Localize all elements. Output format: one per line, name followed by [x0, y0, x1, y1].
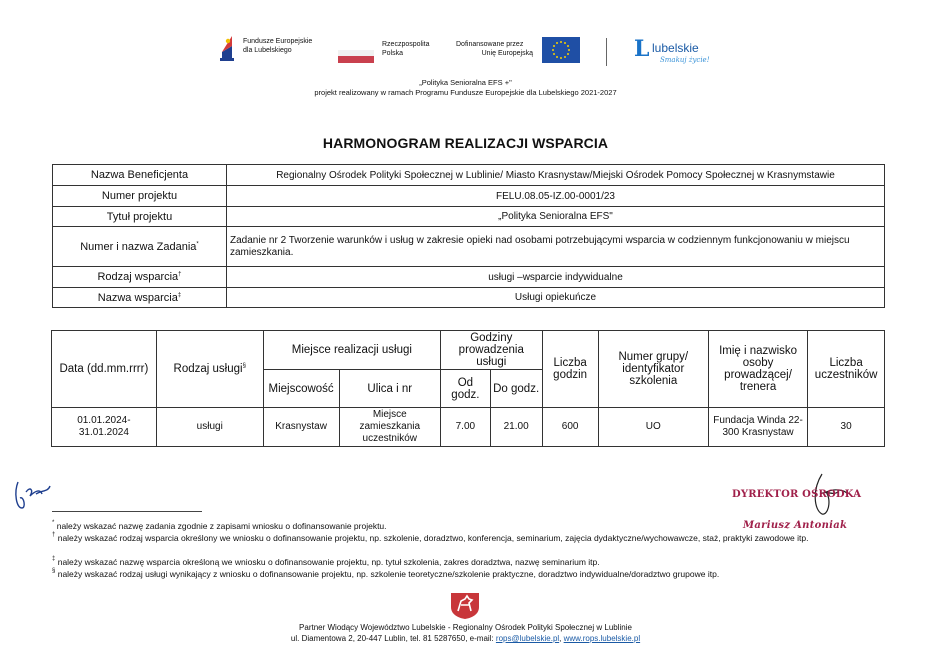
numer-projektu-label: Numer projektu — [53, 186, 227, 207]
row-od: 7.00 — [441, 408, 491, 447]
header-od: Od godz. — [441, 370, 491, 408]
lubelskie-tagline: Smakuj życie! — [660, 56, 710, 64]
zadanie-label: Numer i nazwa Zadania — [80, 240, 197, 253]
tytul-projektu-label: Tytuł projektu — [53, 207, 227, 227]
rodzaj-footnote-mark: † — [178, 271, 182, 278]
nazwa-wsparcia-value: Usługi opiekuńcze — [227, 288, 885, 308]
footnote-4-mark: § — [52, 568, 56, 574]
polish-flag-icon — [338, 50, 374, 63]
footnote-3-text: należy wskazać nazwę wsparcia określoną we wniosku o dofinansowanie projektu, np. tytuł szkolenia, zakres doradztwa, nazwę seminarium itp. — [57, 556, 600, 567]
footer-contact — [0, 634, 931, 643]
tytul-projektu-value: „Polityka Senioralna EFS" — [227, 207, 885, 227]
project-name: „Polityka Senioralna EFS +" — [419, 78, 512, 87]
zadanie-value: Zadanie nr 2 Tworzenie warunków i usług w zakresie opieki nad osobami potrzebującymi wsparcia w codziennym funkcjonowaniu w miejscu zamieszkania. — [227, 227, 885, 267]
rodzaj-wsparcia-value: usługi –wsparcie indywidualne — [227, 267, 885, 288]
footer-address: ul. Diamentowa 2, 20-447 Lublin, tel. 81 5287650, e-mail: — [290, 634, 496, 643]
rodzaj-uslugi-footnote-mark: § — [242, 363, 246, 370]
rodzaj-wsparcia-label: Rodzaj wsparcia — [97, 271, 179, 283]
footnote-4-text: należy wskazać rodzaj usługi wynikający z wniosku o dofinansowanie projektu, np. szkolenie teoretyczne/szkolenie praktyczne, doradztwo indywidualne/doradztwo grupowe itp. — [57, 568, 720, 579]
footnote-1-text: należy wskazać nazwę zadania zgodnie z zapisami wniosku o dofinansowanie projektu. — [56, 520, 387, 531]
row-rodzaj: usługi — [156, 408, 263, 447]
info-row-rodzaj — [53, 267, 885, 288]
beneficjent-value: Regionalny Ośrodek Polityki Społecznej w Lublinie/ Miasto Krasnystaw/Miejski Ośrodek Pomocy Społecznej w Krasnymstawie — [227, 165, 885, 186]
numer-projektu-value: FELU.08.05-IZ.00-0001/23 — [227, 186, 885, 207]
logo-divider — [606, 38, 607, 66]
project-program: projekt realizowany w ramach Programu Fundusze Europejskie dla Lubelskiego 2021-2027 — [314, 88, 617, 97]
footnote-2 — [52, 531, 872, 543]
header-liczba-godzin: Liczba godzin — [542, 331, 598, 408]
logo-lubelskie — [630, 34, 720, 68]
beneficjent-label: Nazwa Beneficjenta — [53, 165, 227, 186]
footer-separator: , — [559, 634, 564, 643]
logo-fundusze-europejskie — [216, 30, 326, 66]
footer-www-link[interactable]: www.rops.lubelskie.pl — [563, 634, 641, 643]
zadanie-footnote-mark: * — [196, 240, 199, 247]
header-miejsce: Miejsce realizacji usługi — [263, 331, 440, 370]
logo-unia-europejska — [456, 37, 584, 67]
rp-line-1: Rzeczpospolita — [382, 41, 430, 48]
nazwa-wsparcia-label-cell — [53, 288, 227, 308]
header-godziny: Godziny prowadzenia usługi — [441, 331, 543, 370]
ue-line-2: Unię Europejską — [481, 50, 533, 57]
fe-star-icon — [218, 32, 240, 62]
row-liczba-godzin: 600 — [542, 408, 598, 447]
logo-rzeczpospolita-polska — [338, 37, 438, 67]
row-data: 01.01.2024-31.01.2024 — [52, 408, 157, 447]
zadanie-label-cell — [53, 227, 227, 267]
footnote-3 — [52, 555, 872, 567]
header-miejscowosc: Miejscowość — [263, 370, 339, 408]
lubelskie-name: lubelskie — [652, 41, 699, 55]
stamp-name: Mariusz Antoniak — [743, 520, 848, 531]
rodzaj-wsparcia-label-cell — [53, 267, 227, 288]
document-title: HARMONOGRAM REALIZACJI WSPARCIA — [322, 135, 609, 151]
lubelskie-l-icon: L — [634, 36, 650, 62]
fe-line-1: Fundusze Europejskie — [243, 38, 313, 45]
schedule-header-row-1 — [52, 331, 885, 370]
footer-partner: Partner Wiodący Województwo Lubelskie - Regionalny Ośrodek Polityki Społecznej w Lublinie — [299, 623, 632, 632]
footnote-separator — [52, 511, 202, 512]
lubelskie-crest-icon — [449, 591, 481, 619]
info-row-numer — [53, 186, 885, 207]
schedule-table — [51, 330, 885, 447]
header-ulica: Ulica i nr — [339, 370, 441, 408]
info-row-beneficjent — [53, 165, 885, 186]
header-data: Data (dd.mm.rrrr) — [52, 331, 157, 408]
row-numer-grupy: UO — [598, 408, 708, 447]
footer-email-link[interactable]: rops@lubelskie.pl — [495, 634, 560, 643]
rp-line-2: Polska — [382, 50, 404, 57]
header-numer-grupy: Numer grupy/ identyfikator szkolenia — [598, 331, 708, 408]
footnote-3-mark: ‡ — [52, 556, 56, 562]
footnote-2-mark: † — [52, 532, 56, 538]
project-info-table — [52, 164, 885, 308]
row-liczba-uczestnikow: 30 — [808, 408, 885, 447]
row-imie: Fundacja Winda 22-300 Krasnystaw — [708, 408, 807, 447]
header-liczba-uczestnikow: Liczba uczestników — [808, 331, 885, 408]
nazwa-footnote-mark: ‡ — [177, 291, 182, 298]
table-row — [52, 408, 885, 447]
row-do: 21.00 — [490, 408, 542, 447]
footnote-1 — [52, 519, 872, 531]
fe-line-2: dla Lubelskiego — [243, 47, 292, 54]
footnote-2-text: należy wskazać rodzaj wsparcia określony we wniosku o dofinansowanie projektu, np. szkolenie, doradztwo, konferencja, seminarium, zajęcia dydaktyczne/wychowawcze, staż, praktyki zawodowe itp. — [57, 532, 809, 543]
info-row-nazwa — [53, 288, 885, 308]
stamp-title: DYREKTOR OŚRODKA — [732, 489, 862, 500]
info-row-tytul — [53, 207, 885, 227]
info-row-zadanie — [53, 227, 885, 267]
footnote-4 — [52, 567, 872, 579]
header-rodzaj-cell — [156, 331, 263, 408]
handwritten-initials-signature — [12, 478, 52, 514]
nazwa-wsparcia-label: Nazwa wsparcia — [97, 291, 178, 304]
header-do: Do godz. — [490, 370, 542, 408]
header-rodzaj: Rodzaj usługi — [173, 363, 243, 375]
footnote-1-mark: * — [52, 520, 55, 526]
header-imie-nazwisko: Imię i nazwisko osoby prowadzącej/ trenera — [708, 331, 807, 408]
row-miejscowosc: Krasnystaw — [263, 408, 339, 447]
row-ulica: Miejsce zamieszkania uczestników — [339, 408, 441, 447]
eu-flag-icon — [542, 37, 580, 63]
ue-line-1: Dofinansowane przez — [456, 41, 524, 48]
